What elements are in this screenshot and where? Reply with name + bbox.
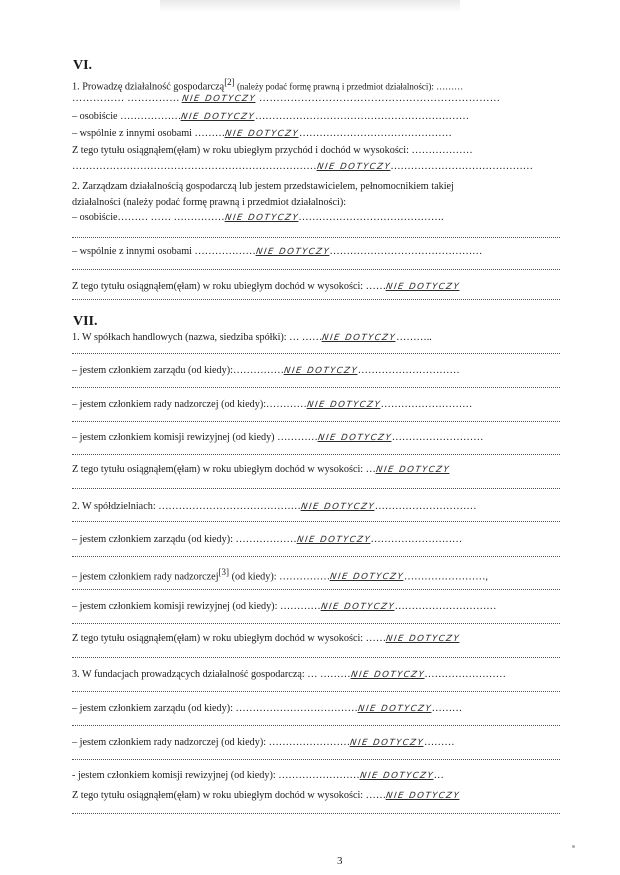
dots: … [433,770,444,781]
handwritten-answer: NIE DOTYCZY [329,572,405,583]
label: – osobiście ……………… [72,111,182,122]
label: (od kiedy): …………… [229,571,331,583]
vi-business-line [72,76,562,93]
vi-wspolnie2-line [72,245,562,259]
handwritten-answer: NIE DOTYCZY [283,366,359,376]
dots: ……………………… [380,399,473,410]
dotted-line [72,386,560,388]
dotted-line [72,724,560,726]
section-vi-heading: VI. [73,58,93,73]
dots: …………… …………… [72,93,180,104]
label: – jestem członkiem zarządu (od kiedy): ……………………………… [72,703,358,714]
vii-rada3-line [72,736,562,750]
dotted-line [72,352,560,354]
handwritten-answer: NIE DOTYCZY [224,129,300,139]
vi-income2-line [72,280,562,294]
vii-income-line [72,463,562,477]
handwritten-answer: NIE DOTYCZY [349,738,425,748]
vi-manage-line: 2. Zarządzam działalnością gospodarczą lub jestem przedstawicielem, pełnomocnikiem takiej [72,181,454,192]
vi-osobiscie-line [72,110,562,124]
dots: ………………………… [394,601,497,612]
handwritten-answer: NIE DOTYCZY [357,704,433,714]
dotted-line [72,555,560,557]
label: – osobiście……… …… …………… [72,212,225,223]
dots: ……….. [396,332,432,343]
vi-business-note: (należy podać formę prawną i przedmiot działalności): ……… [234,81,464,92]
vi-osobiscie2-line [72,211,562,225]
page-number: 3 [337,855,343,867]
dotted-line [72,487,560,489]
vi-manage-note: działalności (należy podać formę prawną i przedmiot działalności): [72,197,347,208]
label: – jestem członkiem komisji rewizyjnej (od kiedy): ………… [72,601,321,612]
handwritten-answer: NIE DOTYCZY [359,771,435,781]
vii-zarzad2-line [72,533,562,547]
vii-fund-line [72,668,562,682]
label: – wspólnie z innymi osobami ……………… [72,246,256,257]
dots: ……………………………………… [329,246,483,257]
label: Z tego tytułu osiągnąłem(ęłam) w roku ubiegłym dochód w wysokości: …… [72,633,387,644]
dotted-line [72,758,560,760]
label: Z tego tytułu osiągnąłem(ęłam) w roku ubiegłym dochód w wysokości: …… [72,790,387,801]
dots: ……………………………………………………… [255,111,470,122]
vii-komisja2-line [72,600,562,614]
vii-komisja-line [72,431,562,445]
vi-income-answer-line [72,160,562,174]
dotted-line [72,298,560,300]
dotted-line [72,588,560,590]
vi-business-answer-line [72,92,562,106]
dots: ……………………… [370,534,463,545]
vii-rada-line [72,398,562,412]
dots: ……………………, [403,571,488,583]
handwritten-answer: NIE DOTYCZY [300,502,376,512]
handwritten-answer: NIE DOTYCZY [385,634,461,644]
scan-shadow [160,0,460,12]
dotted-line [72,420,560,422]
vii-zarzad-line [72,364,562,378]
label: – jestem członkiem rady nadzorczej (od kiedy): …………………… [72,737,351,748]
label: – wspólnie z innymi osobami ……… [72,128,226,139]
dots: …………………………………………………………… [256,93,501,104]
dotted-line [72,268,560,270]
label: Z tego tytułu osiągnąłem(ęłam) w roku ubiegłym dochód w wysokości: …… [72,281,387,292]
handwritten-answer: NIE DOTYCZY [375,465,451,475]
vii-spoldz-line [72,500,562,514]
label: – jestem członkiem rady nadzorczej [72,571,219,583]
vii-spolki-line [72,331,562,345]
dots: ……………………… [391,432,484,443]
vi-wspolnie-line [72,127,562,141]
handwritten-answer: NIE DOTYCZY [320,602,396,612]
dotted-line [72,656,560,658]
handwritten-answer: NIE DOTYCZY [317,433,393,443]
handwritten-answer: NIE DOTYCZY [180,112,256,122]
section-vii-heading: VII. [73,314,98,329]
dotted-line [72,520,560,522]
handwritten-answer: NIE DOTYCZY [255,247,331,257]
label: 1. W spółkach handlowych (nazwa, siedziba spółki): … …… [72,332,323,343]
footnote-ref: [3] [218,567,230,577]
vii-rada2-line [72,566,562,584]
label: – jestem członkiem rady nadzorczej (od kiedy):………… [72,399,307,410]
dots: ……………………………………………………………… [72,161,317,172]
dots: …………………… [424,669,506,680]
handwritten-answer: NIE DOTYCZY [321,333,397,343]
handwritten-answer: NIE DOTYCZY [315,162,392,172]
scan-speck [572,845,575,848]
label: 3. W fundacjach prowadzących działalność gospodarczą: … ……… [72,669,351,680]
dotted-line [72,236,560,238]
vi-business-text: 1. Prowadzę działalność gospodarczą [72,81,225,93]
label: – jestem członkiem zarządu (od kiedy): ……………… [72,534,297,545]
label: – jestem członkiem zarządu (od kiedy):…………… [72,365,284,376]
handwritten-answer: NIE DOTYCZY [385,282,461,292]
dots: ……………………………………… [298,128,452,139]
dots: ……… [431,703,463,714]
vi-income-line: Z tego tytułu osiągnąłem(ęłam) w roku ubiegłym przychód i dochód w wysokości: ……………… [72,145,473,156]
handwritten-answer: NIE DOTYCZY [181,94,257,104]
dotted-line [72,690,560,692]
label: – jestem członkiem komisji rewizyjnej (od kiedy) ………… [72,432,318,443]
dots: …………………………………… [390,161,533,172]
handwritten-answer: NIE DOTYCZY [349,670,426,680]
dots: ……………………………………. [298,212,444,223]
label: - jestem członkiem komisji rewizyjnej (od kiedy): …………………… [72,770,360,781]
dotted-line [72,453,560,455]
dots: ……… [423,737,455,748]
vii-komisja3-line [72,769,562,783]
label: Z tego tytułu osiągnąłem(ęłam) w roku ubiegłym dochód w wysokości: … [72,464,376,475]
handwritten-answer: NIE DOTYCZY [296,535,372,545]
vii-income3-line [72,789,562,803]
label: 2. W spółdzielniach: …………………………………… [72,501,301,512]
dots: ………………………… [357,365,460,376]
vii-income2-line [72,632,562,646]
handwritten-answer: NIE DOTYCZY [306,400,382,410]
dots: ………………………… [374,501,477,512]
handwritten-answer: NIE DOTYCZY [385,791,461,801]
dotted-line [72,622,560,624]
handwritten-answer: NIE DOTYCZY [223,213,300,223]
vii-zarzad3-line [72,702,562,716]
dotted-line [72,812,560,814]
footnote-ref: [2] [224,77,235,87]
